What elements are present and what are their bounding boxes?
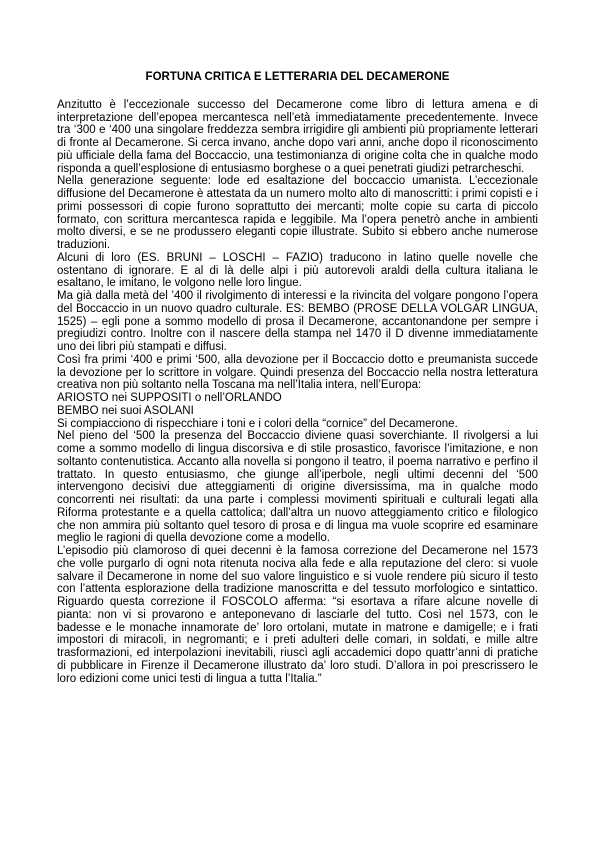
document-page xyxy=(57,71,538,685)
paragraph-10: L’episodio più clamoroso di quei decenni è la famosa correzione del Decamerone nel 1573 che volle purgarlo di ogni nota ritenuta nociva alla fede e alla reputazione del clero: si vuole salvare il Decamerone in nome del suo valore linguistico e si vuole rendere più sicuro il testo con l’attenta esplorazione della tradizione manoscritta e del tessuto morfologico e sintattico. Riguardo questa correzione il FOSCOLO afferma: “si esortava a rifare alcune novelle di pianta: non vi si provarono e anteponevano di lasciarle del tutto. Così nel 1573, con le badesse e le monache innamorate de’ loro ortolani, mutate in matrone e damigelle; e i frati impostori di miracoli, in negromanti; e i preti adulteri delle comari, in soldati, e mille altre trasformazioni, ed interpolazioni inevitabili, riuscì agli accademici dopo quattr’anni di pratiche di pubblicare in Firenze il Decamerone illustrato da’ loro studi. D’allora in poi prescrissero le loro edizioni come unici testi di lingua a tutta l’Italia.” xyxy=(57,545,538,685)
paragraph-7: BEMBO nei suoi ASOLANI xyxy=(57,404,194,417)
paragraph-2: Nella generazione seguente: lode ed esaltazione del boccaccio umanista. L’eccezionale diffusione del Decamerone è attestata da un numero molto alto di manoscritti: i primi copisti e i primi possessori di copie furono soprattutto dei mercanti; molte copie su carta di piccolo formato, con scrittura mercantesca rapida e leggibile. Ma l’opera penetrò anche in ambienti molto diversi, e se ne produssero eleganti copie illustrate. Subito si ebbero anche numerose traduzioni. xyxy=(57,175,538,251)
document-title: FORTUNA CRITICA E LETTERARIA DEL DECAMERONE xyxy=(145,71,450,83)
paragraph-1: Anzitutto è l’eccezionale successo del Decamerone come libro di lettura amena e di interpretazione dell’epopea mercantesca nell’età immediatamente precedentemente. Invece tra ‘300 e ‘400 una singolare freddezza sembra irrigidire gli ambienti più propriamente letterari di fronte al Decamerone. Si cerca invano, anche dopo vari anni, anche dopo il riconoscimento più ufficiale della fama del Boccaccio, una testimonianza di origine colta che in qualche modo risponda a quell’esplosione di entusiasmo borghese o a quei penetrati giudizi petrarcheschi. xyxy=(57,98,538,175)
paragraph-6: ARIOSTO nei SUPPOSITI o nell’ORLANDO xyxy=(57,392,282,404)
paragraph-8: Si compiacciono di rispecchiare i toni e i colori della “cornice” del Decamerone. xyxy=(57,417,458,430)
paragraph-4: Ma già dalla metà del ’400 il rivolgimento di interessi e la rivincita del volgare pongono l’opera del Boccaccio in un nuovo quadro culturale. ES: BEMBO (PROSE DELLA VOLGAR LINGUA, 1525) – egli pone a sommo modello di prosa il Decamerone, accantonandone per sempre i pregiudizi contro. Inoltre con il nascere della stampa nel 1470 il D divenne immediatamente uno dei libri più stampati e diffusi. xyxy=(57,290,538,353)
paragraph-9: Nel pieno del ‘500 la presenza del Boccaccio diviene quasi soverchiante. Il rivolgersi a lui come a sommo modello di lingua discorsiva e di stile prosastico, favorisce l’imitazione, e non soltanto contenutistica. Accanto alla novella si pongono il teatro, il poema narrativo e perfino il trattato. In questo entusiasmo, che giunge all’iperbole, negli ultimi decenni del ‘500 intervengono decisivi due atteggiamenti di origine diversissima, ma in qualche modo concorrenti nei risultati: da una parte i complessi movimenti spirituali e culturali legati alla Riforma protestante e a quella cattolica; dall’altra un nuovo atteggiamento critico e filologico che non ammira più soltanto quel tesoro di prosa e di lingua ma vuole scoprire ed esaminare meglio le ragioni di quella devozione come a modello. xyxy=(57,430,538,545)
paragraph-3: Alcuni di loro (ES. BRUNI – LOSCHI – FAZIO) traducono in latino quelle novelle che ostentano di ignorare. E al di là delle alpi i più autorevoli araldi della cultura italiana le esaltano, le imitano, le volgono nelle loro lingue. xyxy=(57,251,538,290)
paragraph-5: Così fra primi ‘400 e primi ‘500, alla devozione per il Boccaccio dotto e preumanista succede la devozione per lo scrittore in volgare. Quindi presenza del Boccaccio nella nostra letteratura creativa non più soltanto nella Toscana ma nell’Italia intera, nell’Europa: xyxy=(57,353,538,392)
